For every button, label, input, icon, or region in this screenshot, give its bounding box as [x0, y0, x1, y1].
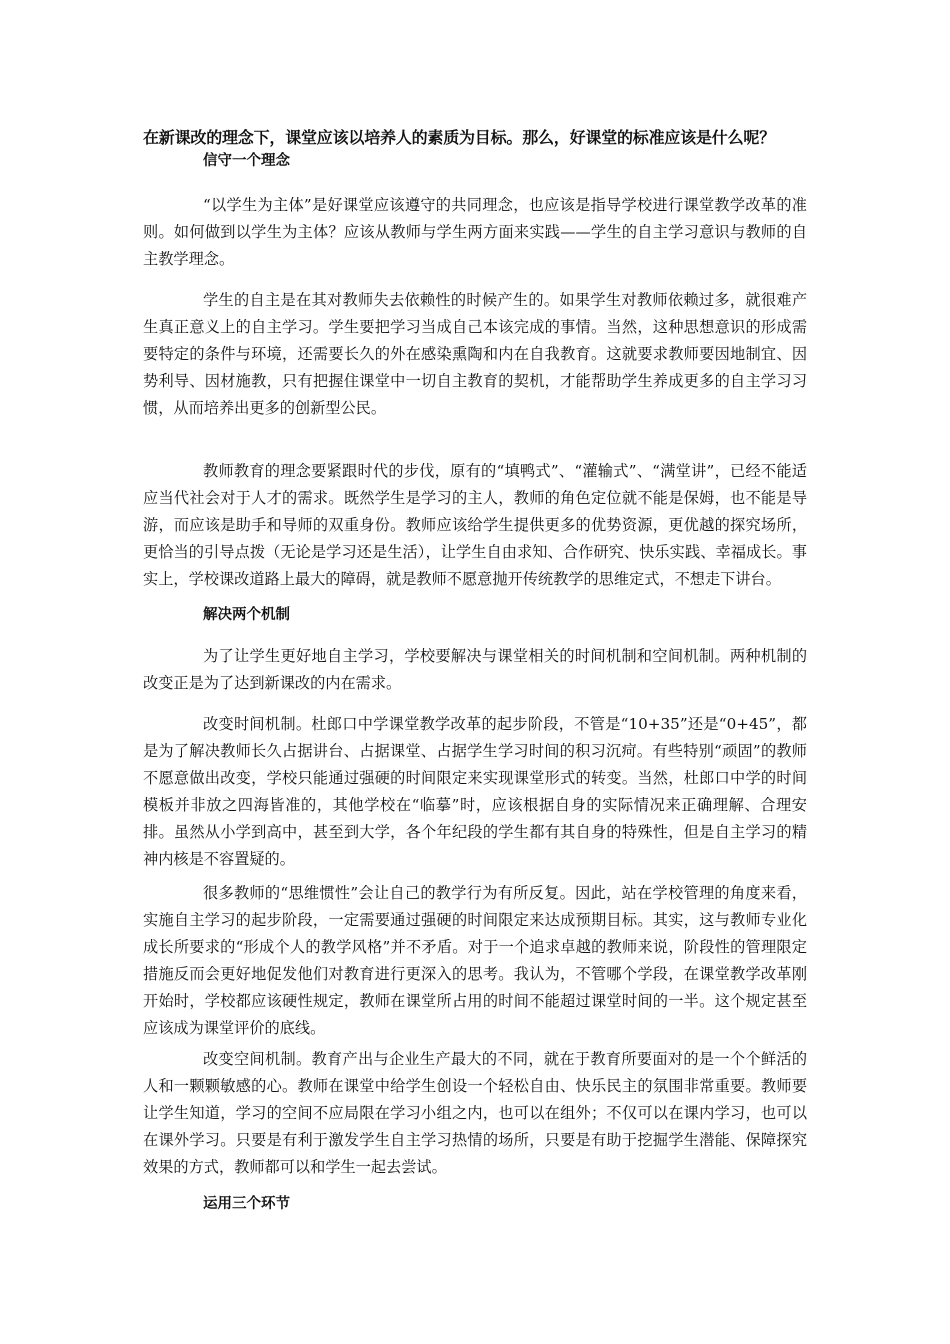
- section-heading-1: 信守一个理念: [203, 153, 290, 169]
- section-1-paragraph-1: “以学生为主体”是好课堂应该遵守的共同理念，也应该是指导学校进行课堂教学改革的准则。如何做到以学生为主体？应该从教师与学生两方面来实践——学生的自主学习意识与教师的自主教学理念。: [143, 196, 807, 268]
- section-2-paragraph-1: 为了让学生更好地自主学习，学校要解决与课堂相关的时间机制和空间机制。两种机制的改变正是为了达到新课改的内在需求。: [143, 647, 807, 692]
- section-2-paragraph-4: 改变空间机制。教育产出与企业生产最大的不同，就在于教育所要面对的是一个个鲜活的人和一颗颗敏感的心。教师在课堂中给学生创设一个轻松自由、快乐民主的氛围非常重要。教师要让学生知道，学习的空间不应局限在学习小组之内，也可以在组外；不仅可以在课内学习，也可以在课外学习。只要是有利于激发学生自主学习热情的场所，只要是有助于挖掘学生潜能、保障探究效果的方式，教师都可以和学生一起去尝试。: [143, 1050, 807, 1176]
- section-heading-3: 运用三个环节: [203, 1196, 290, 1212]
- section-1-paragraph-2: 学生的自主是在其对教师失去依赖性的时候产生的。如果学生对教师依赖过多，就很难产生真正意义上的自主学习。学生要把学习当成自己本该完成的事情。当然，这种思想意识的形成需要特定的条件与环境，还需要长久的外在感染熏陶和内在自我教育。这就要求教师要因地制宜、因势利导、因材施教，只有把握住课堂中一切自主教育的契机，才能帮助学生养成更多的自主学习习惯，从而培养出更多的创新型公民。: [143, 291, 807, 417]
- section-1-paragraph-3: 教师教育的理念要紧跟时代的步伐，原有的“填鸭式”、“灌输式”、“满堂讲”，已经不能适应当代社会对于人才的需求。既然学生是学习的主人，教师的角色定位就不能是保姆，也不能是导游，而应该是助手和导师的双重身份。教师应该给学生提供更多的优势资源，更优越的探究场所，更恰当的引导点拨（无论是学习还是生活），让学生自由求知、合作研究、快乐实践、幸福成长。事实上，学校课改道路上最大的障碍，就是教师不愿意抛开传统教学的思维定式，不想走下讲台。: [143, 462, 807, 588]
- intro-line: 在新课改的理念下，课堂应该以培养人的素质为目标。那么，好课堂的标准应该是什么呢？: [143, 128, 776, 147]
- section-heading-2: 解决两个机制: [203, 607, 290, 623]
- section-2-paragraph-2: 改变时间机制。杜郎口中学课堂教学改革的起步阶段，不管是“10+35”还是“0+45”，都是为了解决教师长久占据讲台、占据课堂、占据学生学习时间的积习沉疴。有些特别“顽固”的教师不愿意做出改变，学校只能通过强硬的时间限定来实现课堂形式的转变。当然，杜郎口中学的时间模板并非放之四海皆准的，其他学校在“临摹”时，应该根据自身的实际情况来正确理解、合理安排。虽然从小学到高中，甚至到大学，各个年纪段的学生都有其自身的特殊性，但是自主学习的精神内核是不容置疑的。: [143, 715, 807, 868]
- section-2-paragraph-3: 很多教师的“思维惯性”会让自己的教学行为有所反复。因此，站在学校管理的角度来看，实施自主学习的起步阶段，一定需要通过强硬的时间限定来达成预期目标。其实，这与教师专业化成长所要求的“形成个人的教学风格”并不矛盾。对于一个追求卓越的教师来说，阶段性的管理限定措施反而会更好地促发他们对教育进行更深入的思考。我认为，不管哪个学段，在课堂教学改革刚开始时，学校都应该硬性规定，教师在课堂所占用的时间不能超过课堂时间的一半。这个规定甚至应该成为课堂评价的底线。: [143, 884, 807, 1037]
